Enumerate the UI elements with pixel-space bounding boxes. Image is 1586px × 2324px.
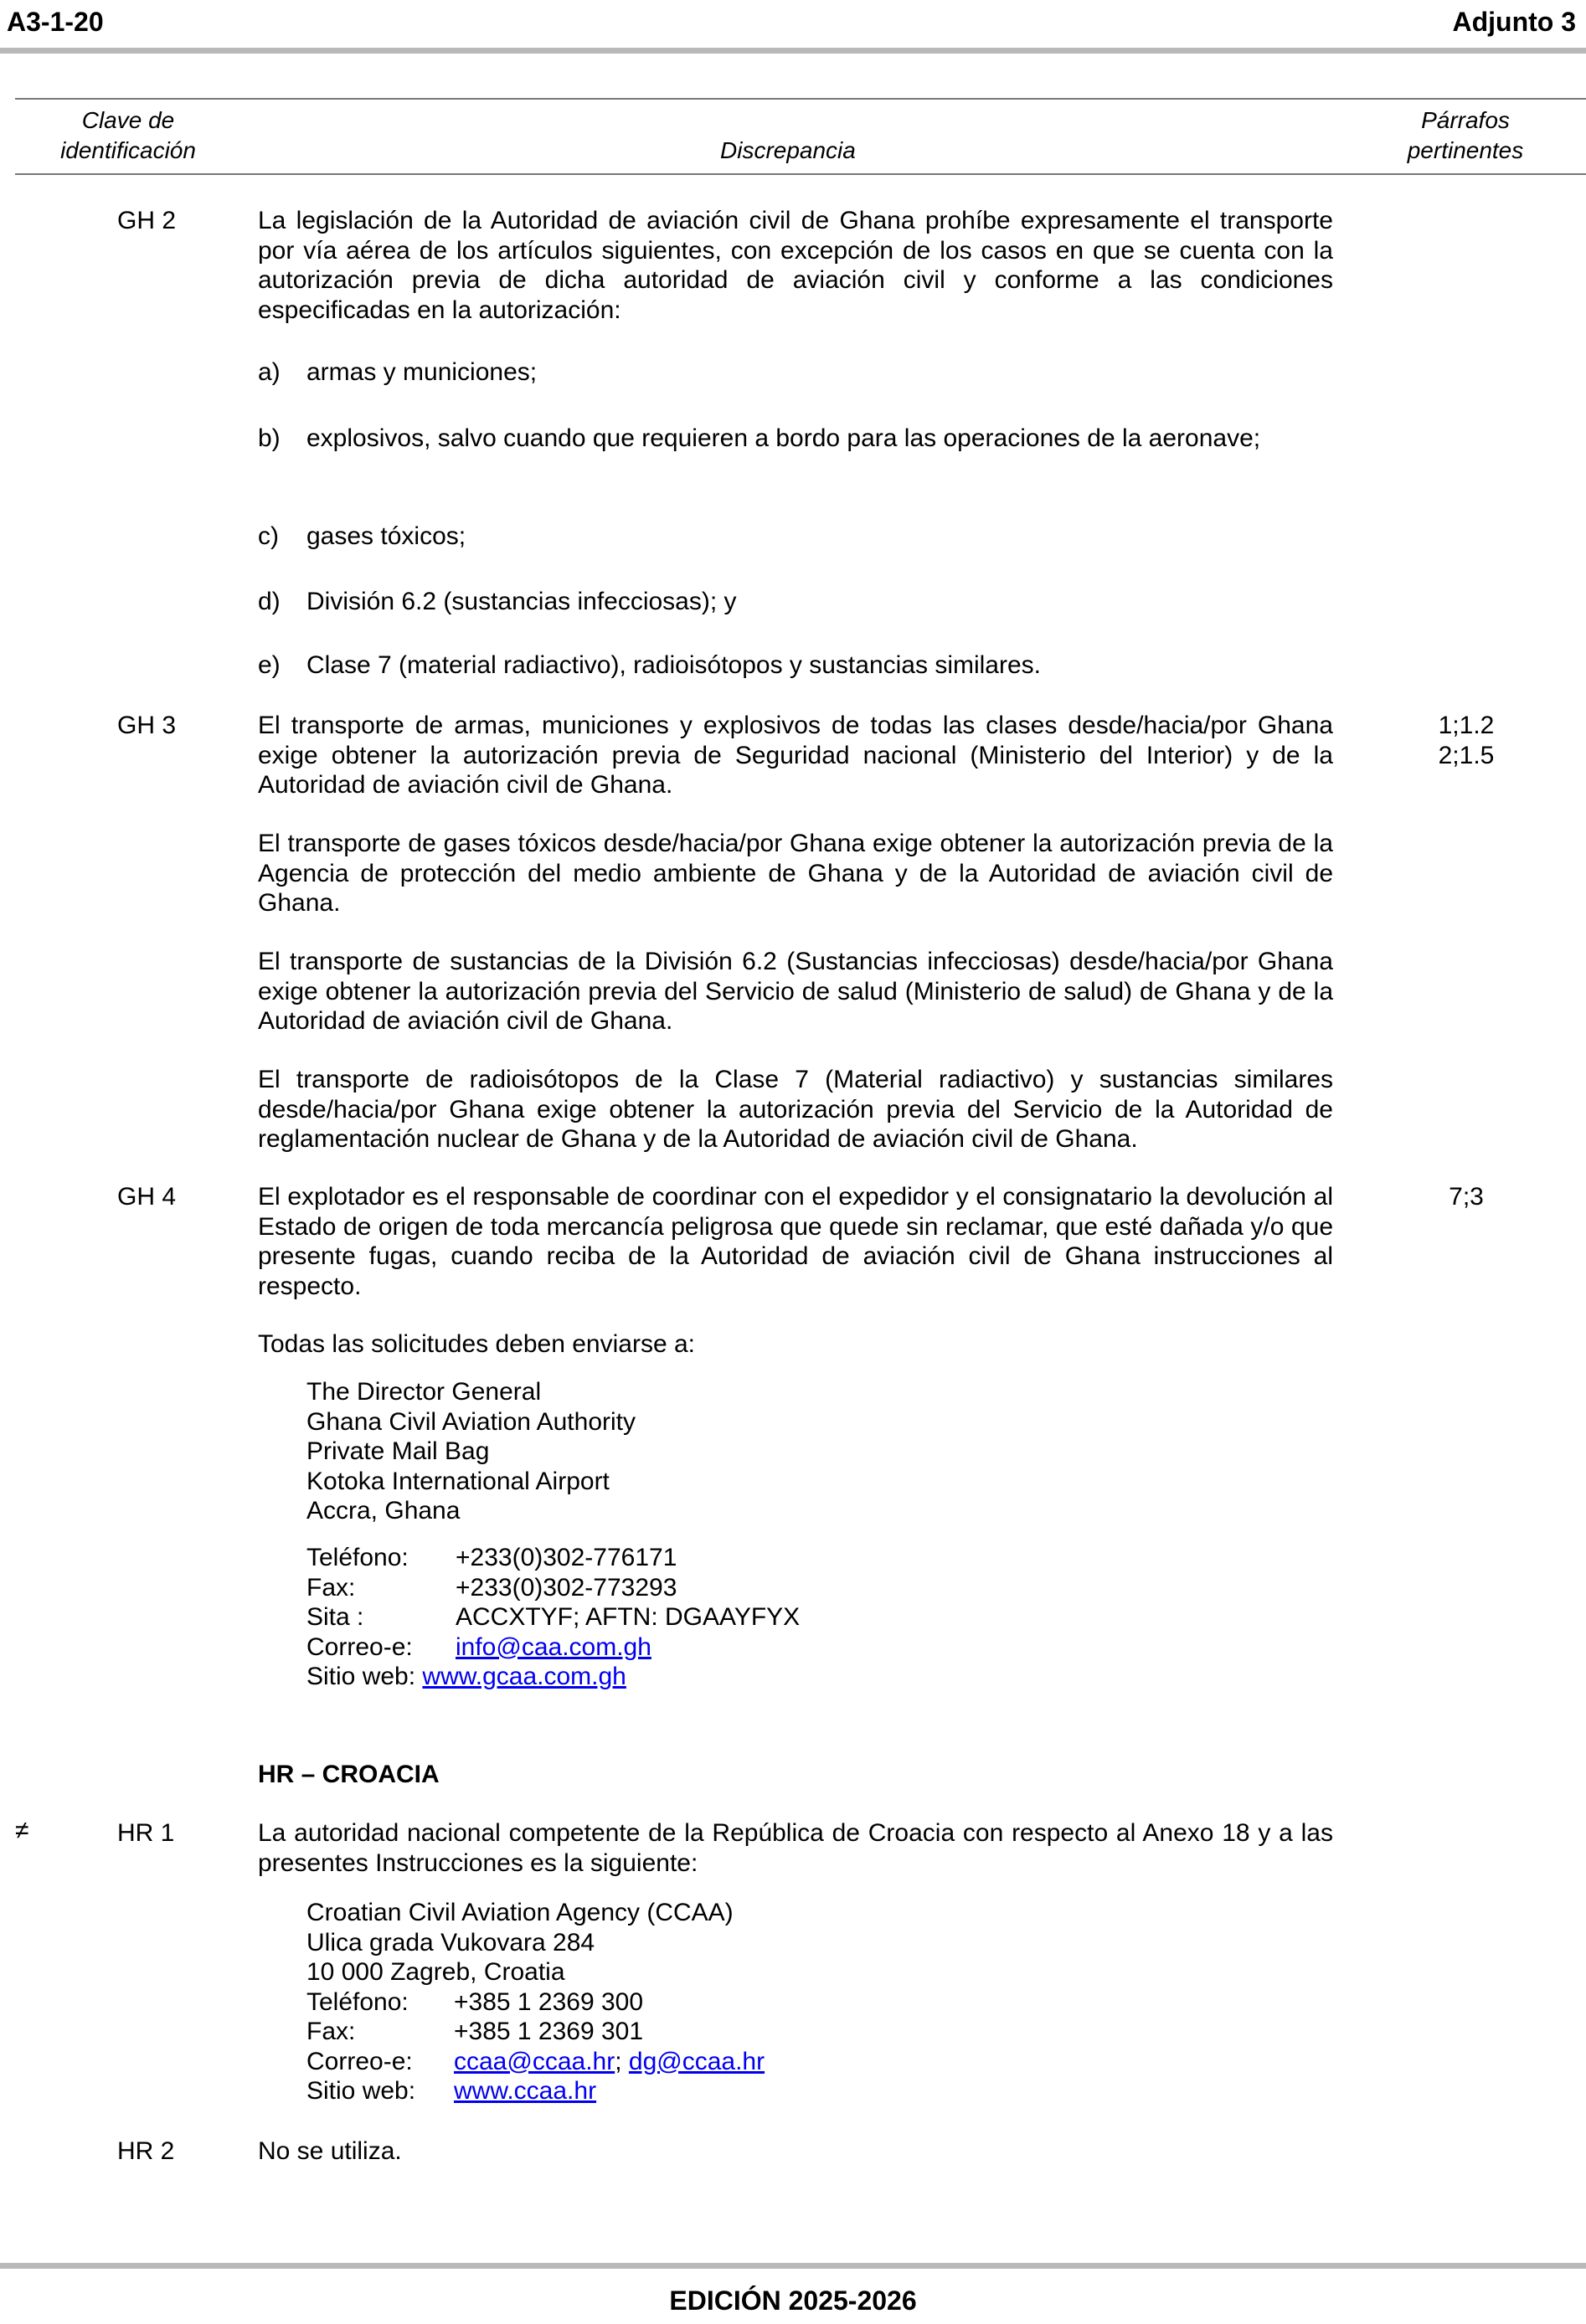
gh2-item-e: Clase 7 (material radiactivo), radioisótopos y sustancias similares. [306, 651, 1042, 679]
hr1-fax-row [306, 2017, 765, 2047]
gh4-fax-row [306, 1573, 800, 1603]
table-top-rule [15, 98, 1586, 100]
phone-value: +385 1 2369 300 [454, 1987, 644, 2016]
page-number: A3-1-20 [7, 7, 104, 37]
gh4-web-row [306, 1662, 800, 1692]
email-link-1[interactable]: ccaa@ccaa.hr [454, 2047, 615, 2075]
web-label: Sitio web: [306, 2077, 416, 2105]
gh3-paragraph-1: El transporte de armas, municiones y explosivos de todas las clases desde/hacia/por Ghana exige obtener la autorización previa de Seguridad nacional (Ministerio del Interior) y de la Autoridad de aviación civil de Ghana. [258, 712, 1333, 799]
gh2-item-d-label: d) [258, 588, 281, 615]
gh2-item-b: explosivos, salvo cuando que requieren a bordo para las operaciones de la aeronave; [306, 424, 1261, 452]
gh4-paragraph-2: Todas las solicitudes deben enviarse a: [258, 1330, 695, 1358]
hr1-web-row [306, 2076, 765, 2106]
phone-value: +233(0)302-776171 [456, 1544, 677, 1571]
footer-rule [0, 2263, 1586, 2269]
gh3-paras-line1: 1;1.2 [1438, 712, 1495, 739]
section-heading-croacia: HR – CROACIA [258, 1761, 440, 1788]
gh2-intro: La legislación de la Autoridad de aviación civil de Ghana prohíbe expresamente el transporte por vía aérea de los artículos siguientes, con excepción de los casos en que se cuenta con la autorización previa de dicha autoridad de aviación civil y conforme a las condiciones especificadas en la autorización: [258, 207, 1333, 324]
column-key-header [40, 105, 216, 166]
email-label: Correo-e: [306, 1632, 413, 1661]
email-separator: ; [615, 2047, 622, 2075]
table-header-rule [15, 173, 1586, 175]
email-link-2[interactable]: dg@ccaa.hr [628, 2047, 765, 2075]
gh4-paragraph-1: El explotador es el responsable de coordinar con el expedidor y el consignatario la devolución al Estado de origen de toda mercancía peligrosa que quede sin reclamar, que esté dañada y/o que presente fugas, cuando reciba de la Autoridad de aviación civil de Ghana instrucciones al respecto. [258, 1183, 1333, 1300]
hr1-address-line: 10 000 Zagreb, Croatia [306, 1958, 565, 1986]
fax-label: Fax: [306, 2018, 356, 2045]
gh2-item-e-label: e) [258, 651, 281, 679]
gh2-item-c-label: c) [258, 522, 279, 550]
gh4-address-line: Kotoka International Airport [306, 1467, 610, 1495]
gh4-address [306, 1377, 636, 1526]
difference-mark: ≠ [15, 1817, 29, 1844]
gh4-address-line: Accra, Ghana [306, 1497, 461, 1524]
gh3-paragraph-4: El transporte de radioisótopos de la Clase 7 (Material radiactivo) y sustancias similares desde/hacia/por Ghana exige obtener la autorización previa del Servicio de la Autoridad de reglamentación nuclear de Ghana y de la Autoridad de aviación civil de Ghana. [258, 1066, 1333, 1153]
column-discrepancy-header: Discrepancia [720, 137, 856, 163]
gh4-email-row [306, 1632, 800, 1663]
phone-label: Teléfono: [306, 1544, 409, 1571]
gh4-contact [306, 1543, 800, 1692]
email-label: Correo-e: [306, 2047, 413, 2075]
gh3-paragraph-3: El transporte de sustancias de la División 6.2 (Sustancias infecciosas) desde/hacia/por Ghana exige obtener la autorización previa del Servicio de salud (Ministerio de salud) de Ghana y de la Autoridad de aviación civil de Ghana. [258, 948, 1333, 1035]
gh2-item-b-label: b) [258, 424, 281, 452]
web-label: Sitio web: [306, 1663, 416, 1690]
fax-value: +385 1 2369 301 [454, 2018, 644, 2045]
gh2-item-c: gases tóxicos; [306, 522, 466, 550]
hr1-key: HR 1 [117, 1819, 175, 1847]
column-paras-header [1382, 105, 1549, 166]
gh4-key: GH 4 [117, 1183, 177, 1211]
sita-label: Sita : [306, 1603, 364, 1631]
column-key-line2: identificación [60, 137, 196, 163]
gh3-paras [1387, 711, 1546, 770]
hr1-address [306, 1898, 765, 2106]
column-paras-line1: Párrafos [1421, 107, 1510, 133]
edition-footer: EDICIÓN 2025-2026 [669, 2285, 917, 2316]
gh4-address-line: Ghana Civil Aviation Authority [306, 1407, 636, 1436]
gh4-address-line: The Director General [306, 1378, 542, 1406]
gh3-key: GH 3 [117, 712, 177, 739]
hr1-phone-row [306, 1987, 765, 2018]
gh4-address-line: Private Mail Bag [306, 1437, 490, 1465]
hr1-text: La autoridad nacional competente de la República de Croacia con respecto al Anexo 18 y a las presentes Instrucciones es la siguiente: [258, 1819, 1333, 1877]
gh4-paras: 7;3 [1449, 1183, 1484, 1211]
gh2-item-a: armas y municiones; [306, 358, 538, 386]
web-link[interactable]: www.gcaa.com.gh [422, 1663, 626, 1690]
phone-label: Teléfono: [306, 1987, 409, 2016]
header-rule [0, 48, 1586, 54]
column-key-line1: Clave de [81, 107, 175, 133]
gh2-key: GH 2 [117, 207, 177, 234]
web-link[interactable]: www.ccaa.hr [454, 2077, 597, 2105]
fax-value: +233(0)302-773293 [456, 1573, 677, 1602]
hr1-address-line: Croatian Civil Aviation Agency (CCAA) [306, 1899, 734, 1926]
gh3-paragraph-2: El transporte de gases tóxicos desde/hacia/por Ghana exige obtener la autorización previa de la Agencia de protección del medio ambiente de Ghana y de la Autoridad de aviación civil de Ghana. [258, 830, 1333, 917]
hr1-address-line: Ulica grada Vukovara 284 [306, 1928, 595, 1956]
hr2-key: HR 2 [117, 2137, 175, 2165]
attachment-label: Adjunto 3 [1452, 7, 1576, 37]
fax-label: Fax: [306, 1573, 356, 1602]
gh4-sita-row [306, 1602, 800, 1632]
sita-value: ACCXTYF; AFTN: DGAAYFYX [456, 1603, 801, 1631]
hr2-text: No se utiliza. [258, 2137, 402, 2165]
hr1-email-row [306, 2047, 765, 2077]
gh2-item-d: División 6.2 (sustancias infecciosas); y [306, 588, 737, 615]
gh4-phone-row [306, 1543, 800, 1573]
email-link[interactable]: info@caa.com.gh [456, 1632, 651, 1661]
gh2-item-a-label: a) [258, 358, 281, 386]
column-paras-line2: pertinentes [1407, 137, 1524, 163]
gh3-paras-line2: 2;1.5 [1438, 741, 1495, 769]
